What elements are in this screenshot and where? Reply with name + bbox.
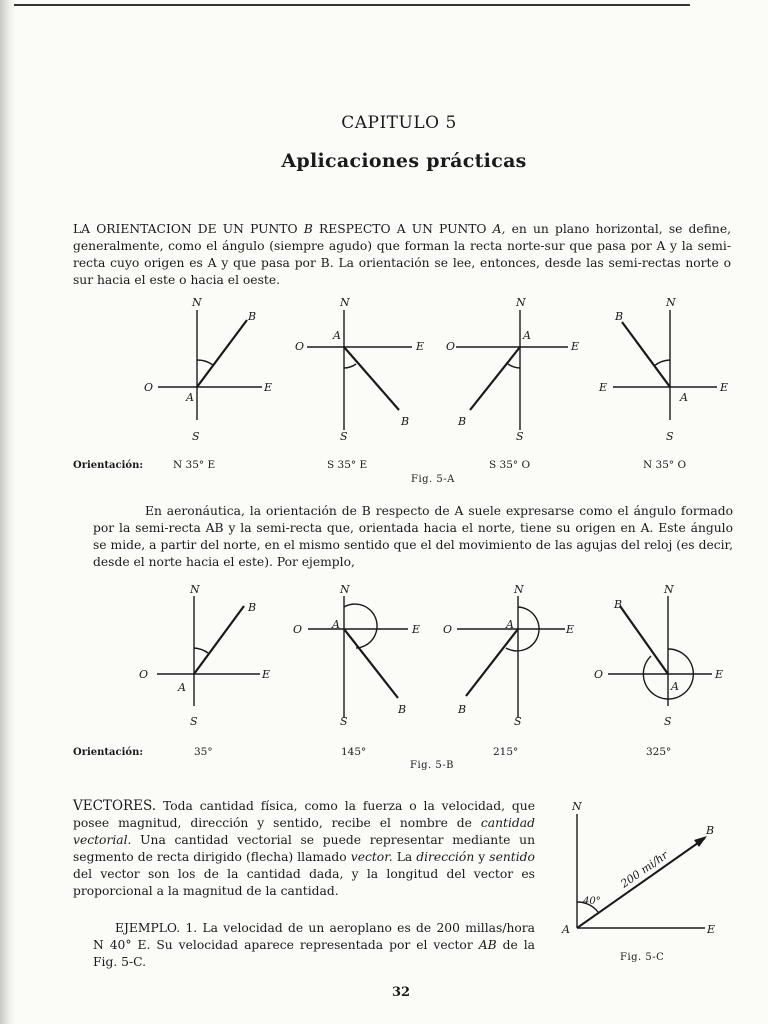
segment-ab: [466, 629, 518, 696]
paragraph-body: en un plano horizontal, se define, generalmente, como el ángulo (siempre agudo) que forman la recta norte-sur que pasa por A y la semi-recta cuyo origen es A y que pasa por B. La orientación se lee, entonces, desde las semi-rectas norte o sur hacia el este o hacia el oeste.: [73, 222, 732, 287]
paragraph-orientation: [73, 221, 731, 289]
label-o: O: [446, 340, 456, 353]
label-a: A: [186, 391, 194, 404]
term-vector: vector.: [350, 850, 393, 864]
label-a: A: [333, 329, 341, 342]
label-e: E: [599, 381, 608, 394]
label-a: A: [178, 681, 186, 694]
body-text: de la Fig. 5-C.: [93, 938, 535, 969]
angle-label: 40°: [583, 896, 601, 907]
label-e: E: [264, 381, 273, 394]
orientation-value: S 35° O: [489, 459, 531, 471]
label-o: O: [443, 623, 453, 636]
label-s: S: [192, 430, 200, 443]
label-n: N: [190, 583, 200, 596]
angle-arc: [197, 360, 213, 365]
label-n: N: [666, 296, 676, 309]
segment-ab: [344, 347, 399, 410]
body-text: La velocidad de un aeroplano es de 200 millas/hora N 40° E. Su velocidad aparece representada por el vector: [93, 921, 535, 952]
label-e: E: [566, 623, 575, 636]
label-o: O: [293, 623, 303, 636]
segment-ab: [194, 606, 244, 674]
orientation-value: 35°: [194, 746, 213, 758]
figure-5b: [0, 578, 768, 758]
label-s: S: [340, 715, 348, 728]
label-o: O: [139, 668, 149, 681]
bearing-arc: [194, 648, 208, 653]
label-e: E: [707, 923, 716, 936]
label-e: E: [412, 623, 421, 636]
label-b: B: [401, 415, 410, 428]
angle-arc: [654, 360, 670, 366]
angle-arc: [344, 364, 356, 368]
orientation-label-b: Orientación:: [73, 747, 144, 758]
label-s: S: [666, 430, 674, 443]
orientation-value: S 35° E: [327, 459, 368, 471]
label-a: A: [680, 391, 688, 404]
section-lead: LA ORIENTACION DE UN PUNTO: [73, 222, 298, 236]
label-n: N: [340, 296, 350, 309]
label-b: B: [398, 703, 407, 716]
label-s: S: [664, 715, 672, 728]
vector-ab-ref: AB: [478, 938, 497, 952]
label-n: N: [340, 583, 350, 596]
label-a: A: [506, 618, 514, 631]
label-s: S: [516, 430, 524, 443]
label-b: B: [248, 310, 257, 323]
orientation-value: 215°: [493, 746, 519, 758]
chapter-title: Aplicaciones prácticas: [281, 150, 527, 172]
label-a: A: [671, 680, 679, 693]
label-a: A: [523, 329, 531, 342]
label-n: N: [192, 296, 202, 309]
page-number: 32: [392, 985, 411, 1000]
figure-caption: Fig. 5-A: [411, 474, 455, 485]
label-s: S: [514, 715, 522, 728]
label-n: N: [516, 296, 526, 309]
vector-ab: [577, 838, 705, 928]
segment-ab: [470, 347, 520, 410]
term-sense: sentido: [489, 850, 535, 864]
label-b: B: [458, 415, 467, 428]
label-e: E: [416, 340, 425, 353]
bearing-arc: [344, 604, 377, 648]
orientation-value: N 35° O: [643, 459, 687, 471]
orientation-value: N 35° E: [173, 459, 216, 471]
label-n: N: [572, 800, 582, 813]
body-text: y: [478, 850, 486, 864]
orientation-label-a: Orientación:: [73, 460, 144, 471]
point-a-ref: A,: [492, 222, 506, 236]
term-vector-quantity: cantidad vectorial.: [73, 816, 535, 847]
body-text: Toda cantidad física, como la fuerza o la velocidad, que posee magnitud, dirección y sentido, recibe el nombre de: [73, 799, 535, 830]
label-s: S: [340, 430, 348, 443]
segment-ab: [620, 606, 668, 674]
label-o: O: [594, 668, 604, 681]
label-b: B: [248, 601, 257, 614]
label-e: E: [571, 340, 580, 353]
paragraph-aeronautics: En aeronáutica, la orientación de B respecto de A suele expresarse como el ángulo formado por la semi-recta AB y la semi-recta que, orientada hacia el norte, tiene su origen en A. Este ángulo se mide, a partir del norte, en el mismo sentido que el del movimiento de las agujas del reloj (es decir, desde el norte hacia el este). Por ejemplo,: [93, 504, 733, 569]
body-text: del vector son los de la cantidad dada, y la longitud del vector es proporcional a la magnitud de la cantidad.: [73, 867, 535, 898]
label-s: S: [190, 715, 198, 728]
label-b: B: [458, 703, 467, 716]
chapter-heading: CAPITULO 5: [341, 113, 457, 133]
label-o: O: [295, 340, 305, 353]
segment-ab: [344, 629, 398, 698]
body-text: Una cantidad vectorial se puede representar mediante un segmento de recta dirigido (flecha) llamado: [73, 833, 535, 864]
segment-ab: [622, 322, 670, 387]
term-direction: dirección: [416, 850, 475, 864]
body-text: La: [396, 850, 413, 864]
label-b: B: [614, 598, 623, 611]
figure-5a: [0, 290, 768, 470]
segment-ab: [197, 320, 247, 387]
angle-arc: [508, 364, 520, 368]
point-b-ref: B: [303, 222, 313, 236]
label-o: O: [144, 381, 154, 394]
label-b: B: [706, 824, 715, 837]
label-n: N: [664, 583, 674, 596]
section-lead-mid: RESPECTO A UN PUNTO: [318, 222, 487, 236]
label-e: E: [715, 668, 724, 681]
figure-caption: Fig. 5-B: [410, 760, 454, 771]
example-lead: EJEMPLO. 1.: [115, 921, 198, 935]
speed-label: 200 mi/hr: [618, 848, 671, 891]
label-e: E: [720, 381, 729, 394]
orientation-value: 145°: [341, 746, 367, 758]
top-rule: [14, 4, 690, 6]
label-n: N: [514, 583, 524, 596]
figure-caption: Fig. 5-C: [620, 952, 665, 963]
section-lead: VECTORES.: [73, 798, 157, 814]
label-e: E: [262, 668, 271, 681]
label-b: B: [615, 310, 624, 323]
label-a: A: [332, 618, 340, 631]
figure-5c: [0, 796, 768, 956]
orientation-value: 325°: [646, 746, 672, 758]
label-a: A: [562, 923, 570, 936]
